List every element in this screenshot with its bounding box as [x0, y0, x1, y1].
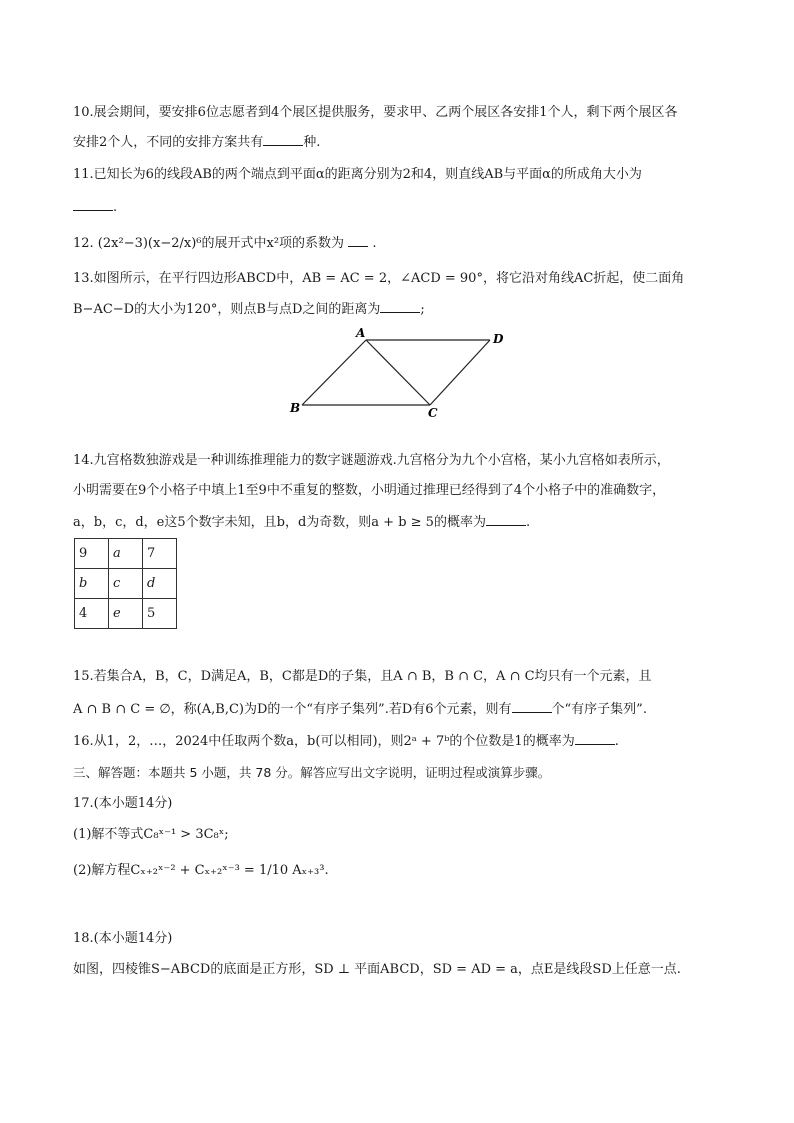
q15-line2: [73, 700, 647, 719]
q15-answer-blank: [512, 700, 552, 713]
q12-text: 12. (2x²−3)(x−2/x)⁶的展开式中x²项的系数为: [73, 236, 345, 251]
q13-line2-text: B−AC−D的大小为120°，则点B与点D之间的距离为: [73, 302, 381, 317]
q14-line3: [73, 513, 530, 532]
q17-header: 17.(本小题14分): [73, 796, 173, 811]
q15-line2-end: 个“有序子集列”.: [551, 702, 647, 717]
q16-line: [73, 732, 619, 751]
q14-line3-text: a，b，c，d，e这5个数字未知，且b，d为奇数，则a + b ≥ 5的概率为: [73, 515, 486, 530]
q12-line: [73, 234, 376, 253]
q12-end: .: [368, 236, 377, 251]
q10-line2: [73, 133, 320, 152]
q13-line2-end: ;: [420, 302, 425, 317]
q13-answer-blank: [380, 300, 420, 313]
grid-cell: 7: [143, 539, 177, 569]
q18-line1: 如图，四棱锥S−ABCD的底面是正方形，SD ⊥ 平面ABCD，SD = AD = a，点E是线段SD上任意一点.: [73, 962, 681, 977]
q18-header: 18.(本小题14分): [73, 931, 173, 946]
q11-line1: 11.已知长为6的线段AB的两个端点到平面α的距离分别为2和4，则直线AB与平面α的所成角大小为: [73, 167, 642, 182]
grid-cell: b: [75, 569, 109, 599]
q15-line2-text: A ∩ B ∩ C = ∅，称(A,B,C)为D的一个“有序子集列”.若D有6个元素，则有: [73, 702, 512, 717]
grid-row: [75, 599, 177, 629]
grid-row: [75, 569, 177, 599]
q16-end: .: [614, 734, 619, 749]
q10-line2-text: 安排2个人，不同的安排方案共有: [73, 135, 264, 150]
grid-cell: 5: [143, 599, 177, 629]
section-header: 三、解答题：本题共 5 小题，共 78 分。解答应写出文字说明，证明过程或演算步骤。: [73, 765, 551, 780]
q10-line2-end: 种.: [303, 135, 321, 150]
parallelogram-figure: [280, 325, 520, 420]
grid-cell: c: [109, 569, 143, 599]
q17-part1: (1)解不等式C₈ˣ⁻¹ > 3C₈ˣ;: [73, 827, 229, 842]
label-c: C: [428, 406, 438, 420]
q14-line2: 小明需要在9个小格子中填上1至9中不重复的整数，小明通过推理已经得到了4个小格子中的准确数字，: [73, 483, 666, 498]
q13-line1: 13.如图所示，在平行四边形ABCD中，AB = AC = 2，∠ACD = 90°，将它沿对角线AC折起，使二面角: [73, 271, 685, 286]
q15-line1: 15.若集合A，B，C，D满足A，B，C都是D的子集，且A ∩ B，B ∩ C，A ∩ C均只有一个元素，且: [73, 669, 652, 684]
grid-cell: a: [109, 539, 143, 569]
q10-answer-blank: [263, 133, 303, 146]
q16-answer-blank: [575, 732, 615, 745]
q17-part2: (2)解方程Cₓ₊₂ˣ⁻² + Cₓ₊₂ˣ⁻³ = 1/10 Aₓ₊₃³.: [73, 863, 329, 878]
grid-row: [75, 539, 177, 569]
grid-cell: 9: [75, 539, 109, 569]
q13-line2: [73, 300, 425, 319]
segment-cd: [430, 340, 490, 405]
grid-cell: e: [109, 599, 143, 629]
q11-line2: [73, 198, 117, 217]
label-b: B: [290, 401, 301, 415]
segment-ab: [302, 340, 366, 405]
q14-line3-end: .: [525, 515, 531, 530]
q14-answer-blank: [486, 513, 526, 526]
q11-answer-blank: [73, 198, 113, 211]
grid-cell: 4: [75, 599, 109, 629]
q11-line2-end: .: [113, 200, 118, 215]
q16-text: 16.从1，2，…，2024中任取两个数a，b(可以相同)，则2ᵃ + 7ᵇ的个位数是1的概率为: [73, 734, 575, 749]
label-a: A: [356, 326, 366, 340]
q12-answer-blank: [348, 234, 368, 247]
q10-line1: 10.展会期间，要安排6位志愿者到4个展区提供服务，要求甲、乙两个展区各安排1个人，剩下两个展区各: [73, 105, 678, 120]
grid-cell: d: [143, 569, 177, 599]
label-d: D: [493, 332, 504, 346]
sudoku-grid: [74, 538, 177, 629]
q14-line1: 14.九宫格数独游戏是一种训练推理能力的数字谜题游戏.九宫格分为九个小宫格，某小九宫格如表所示，: [73, 453, 670, 468]
segment-ac: [366, 340, 430, 405]
